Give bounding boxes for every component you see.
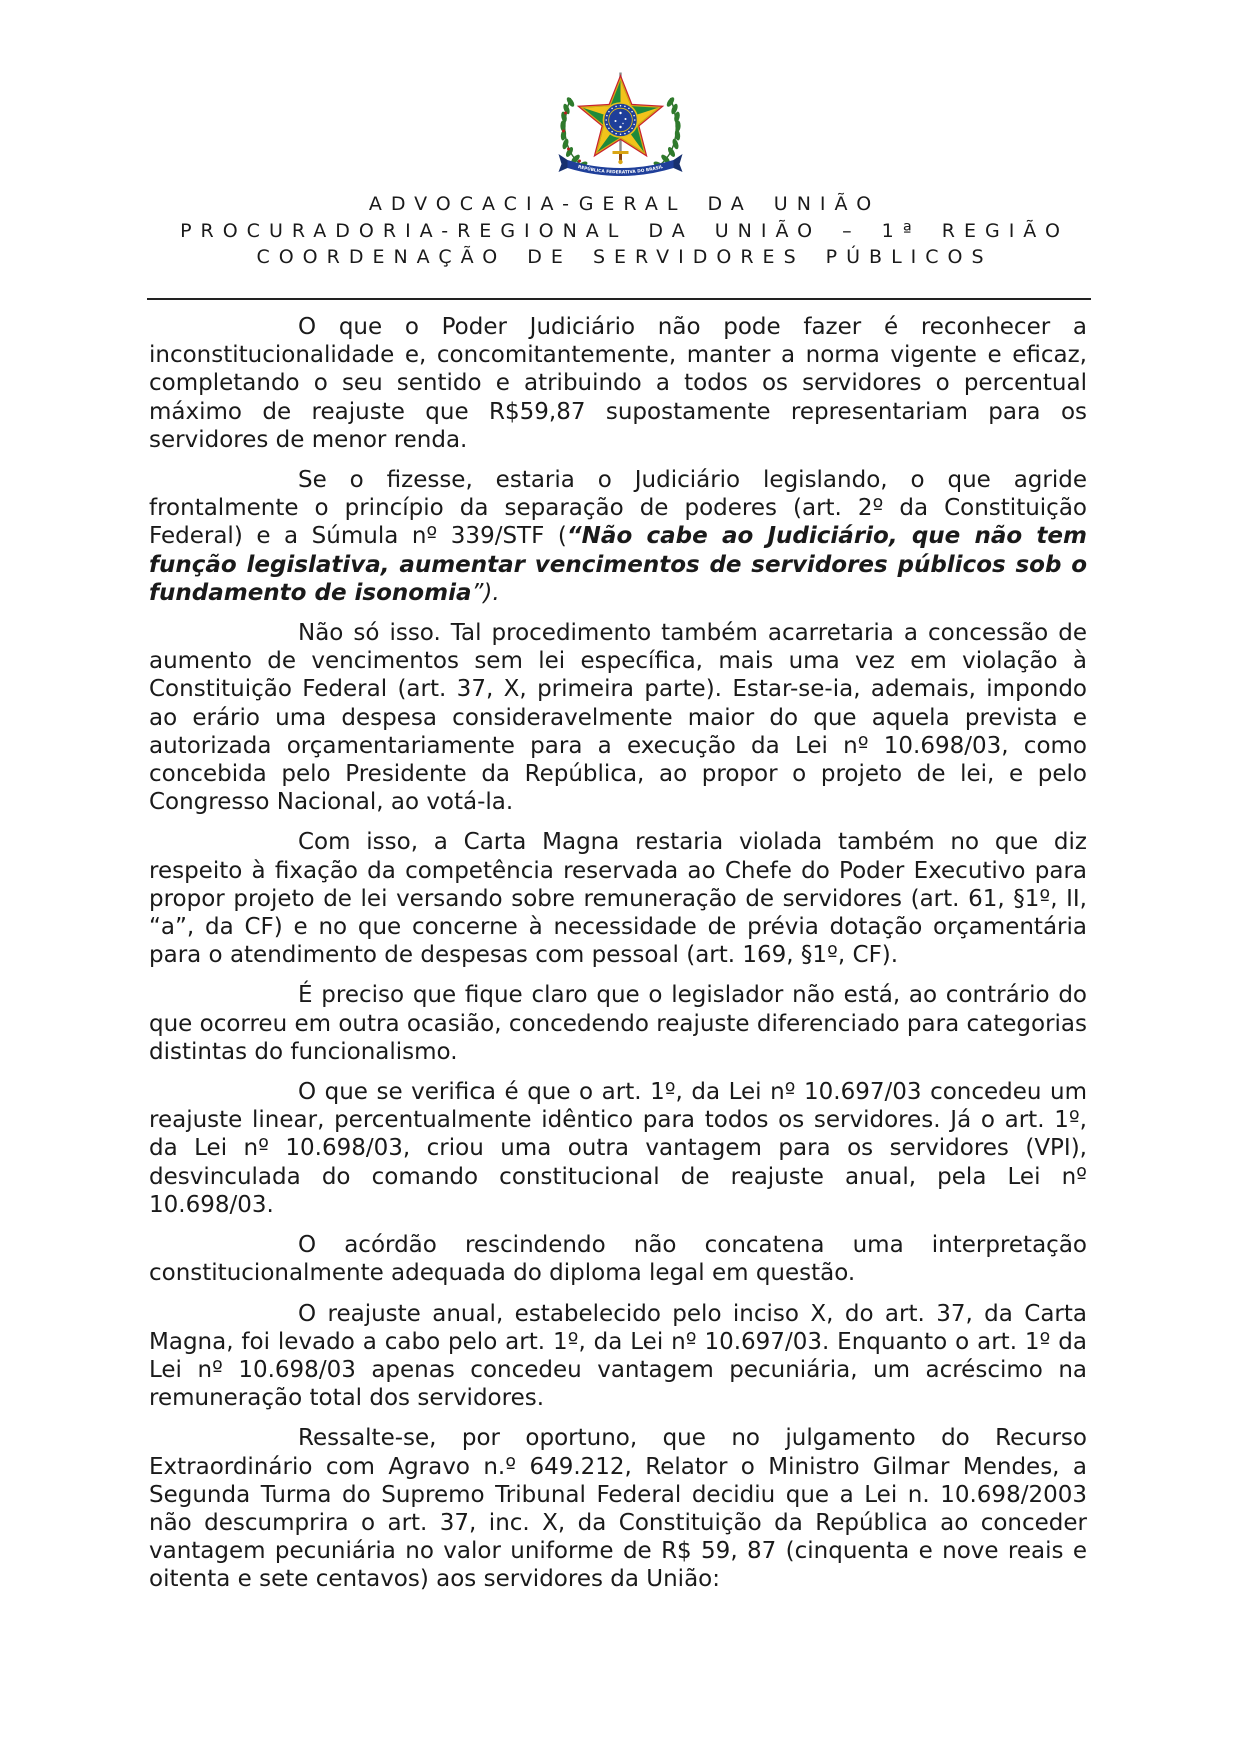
seal-star-dot: [606, 115, 608, 117]
org-name-line: ADVOCACIA-GERAL DA UNIÃO: [368, 193, 881, 215]
header-divider: [147, 298, 1091, 300]
body-paragraph: É preciso que fique claro que o legislador não está, ao contrário do que ocorreu em outra ocasião, concedendo reajuste diferenciado para categorias distintas do funcionalismo.: [149, 982, 1087, 1065]
seal-star-dot: [615, 106, 617, 108]
organization-header: [0, 191, 1240, 271]
ribbon-text: REPÚBLICA FEDERATIVA DO BRASIL: [577, 164, 664, 176]
seal-star-dot: [633, 115, 635, 117]
body-paragraph: [149, 466, 1087, 607]
org-regional-line: PROCURADORIA-REGIONAL DA UNIÃO – 1ª REGIÃO: [180, 219, 1069, 242]
seal-star-dot: [620, 134, 622, 136]
sword-hilt: [613, 151, 629, 164]
body-paragraph: Com isso, a Carta Magna restaria violada também no que diz respeito à fixação da competência reservada ao Chefe do Poder Executivo para propor projeto de lei versando sobre remuneração de servidores (art. 61, §1º, II, “a”, da CF) e no que concerne à necessidade de prévia dotação orçamentária para o atendimento de despesas com pessoal (art. 169, §1º, CF).: [149, 829, 1087, 969]
body-paragraph: Não só isso. Tal procedimento também acarretaria a concessão de aumento de vencimentos sem lei específica, mais uma vez em violação à Constituição Federal (art. 37, X, primeira parte). Estar-se-ia, ademais, impondo ao erário uma despesa consideravelmente maior do que aquela prevista e autorizada orçamentariamente para a execução da Lei nº 10.698/03, como concebida pelo Presidente da República, ao propor o projeto de lei, e pelo Congresso Nacional, ao votá-la.: [149, 620, 1087, 816]
seal-star-dot: [628, 131, 630, 133]
seal-star-dot: [628, 108, 630, 110]
document-body: [149, 313, 1087, 1606]
sumula-quote: “Não cabe ao Judiciário, que não tem função legislativa, aumentar vencimentos de servidores públicos sob o fundamento de isonomia: [149, 523, 1087, 606]
seal-star-dot: [631, 128, 633, 130]
seal-star-dot: [608, 111, 610, 113]
body-paragraph: O acórdão rescindendo não concatena uma interpretação constitucionalmente adequada do diploma legal em questão.: [149, 1232, 1087, 1287]
seal-star-dot: [620, 105, 622, 107]
seal-star-dot: [624, 133, 626, 135]
seal-star-dot: [633, 124, 635, 126]
paragraph-text: ”).: [471, 579, 500, 606]
body-paragraph: O que se verifica é que o art. 1º, da Lei nº 10.697/03 concedeu um reajuste linear, percentualmente idêntico para todos os servidores. Já o art. 1º, da Lei nº 10.698/03, criou uma outra vantagem para os servidores (VPI), desvinculada do comando constitucional de reajuste anual, pela Lei nº 10.698/03.: [149, 1079, 1087, 1218]
body-paragraph: O que o Poder Judiciário não pode fazer é reconhecer a inconstitucionalidade e, concomitantemente, manter a norma vigente e eficaz, completando o seu sentido e atribuindo a todos os servidores o percentual máximo de reajuste que R$59,87 supostamente representariam para os servidores de menor renda.: [149, 314, 1087, 453]
body-paragraph: O reajuste anual, estabelecido pelo inciso X, do art. 37, da Carta Magna, foi levado a cabo pelo art. 1º, da Lei nº 10.697/03. Enquanto o art. 1º da Lei nº 10.698/03 apenas concedeu vantagem pecuniária, um acréscimo na remuneração total dos servidores.: [149, 1300, 1087, 1412]
seal-star-dot: [624, 106, 626, 108]
body-paragraph: Ressalte-se, por oportuno, que no julgamento do Recurso Extraordinário com Agravo n.º 649.212, Relator o Ministro Gilmar Mendes, a Segunda Turma do Supremo Tribunal Federal decidiu que a Lei n. 10.698/2003 não descumprira o art. 37, inc. X, da Constituição da República ao conceder vantagem pecuniária no valor uniforme de R$ 59, 87 (cinquenta e nove reais e oitenta e sete centavos) aos servidores da União:: [149, 1425, 1087, 1593]
seal-star-dot: [605, 119, 607, 121]
blue-disk: [604, 103, 638, 137]
seal-star-dot: [608, 128, 610, 130]
seal-star-dot: [615, 133, 617, 135]
coat-of-arms-emblem: [555, 72, 686, 182]
seal-star-dot: [634, 119, 636, 121]
seal-star-dot: [611, 108, 613, 110]
seal-star-dot: [631, 111, 633, 113]
org-coordination-line: COORDENAÇÃO DE SERVIDORES PÚBLICOS: [256, 246, 993, 268]
seal-star-dot: [611, 131, 613, 133]
paragraph-text: Se o fizesse, estaria o Judiciário legislando, o que agride frontalmente o princípio da separação de poderes (art. 2º da Constituição Federal) e a Súmula nº 339/STF (: [149, 467, 1087, 550]
seal-star-dot: [606, 124, 608, 126]
